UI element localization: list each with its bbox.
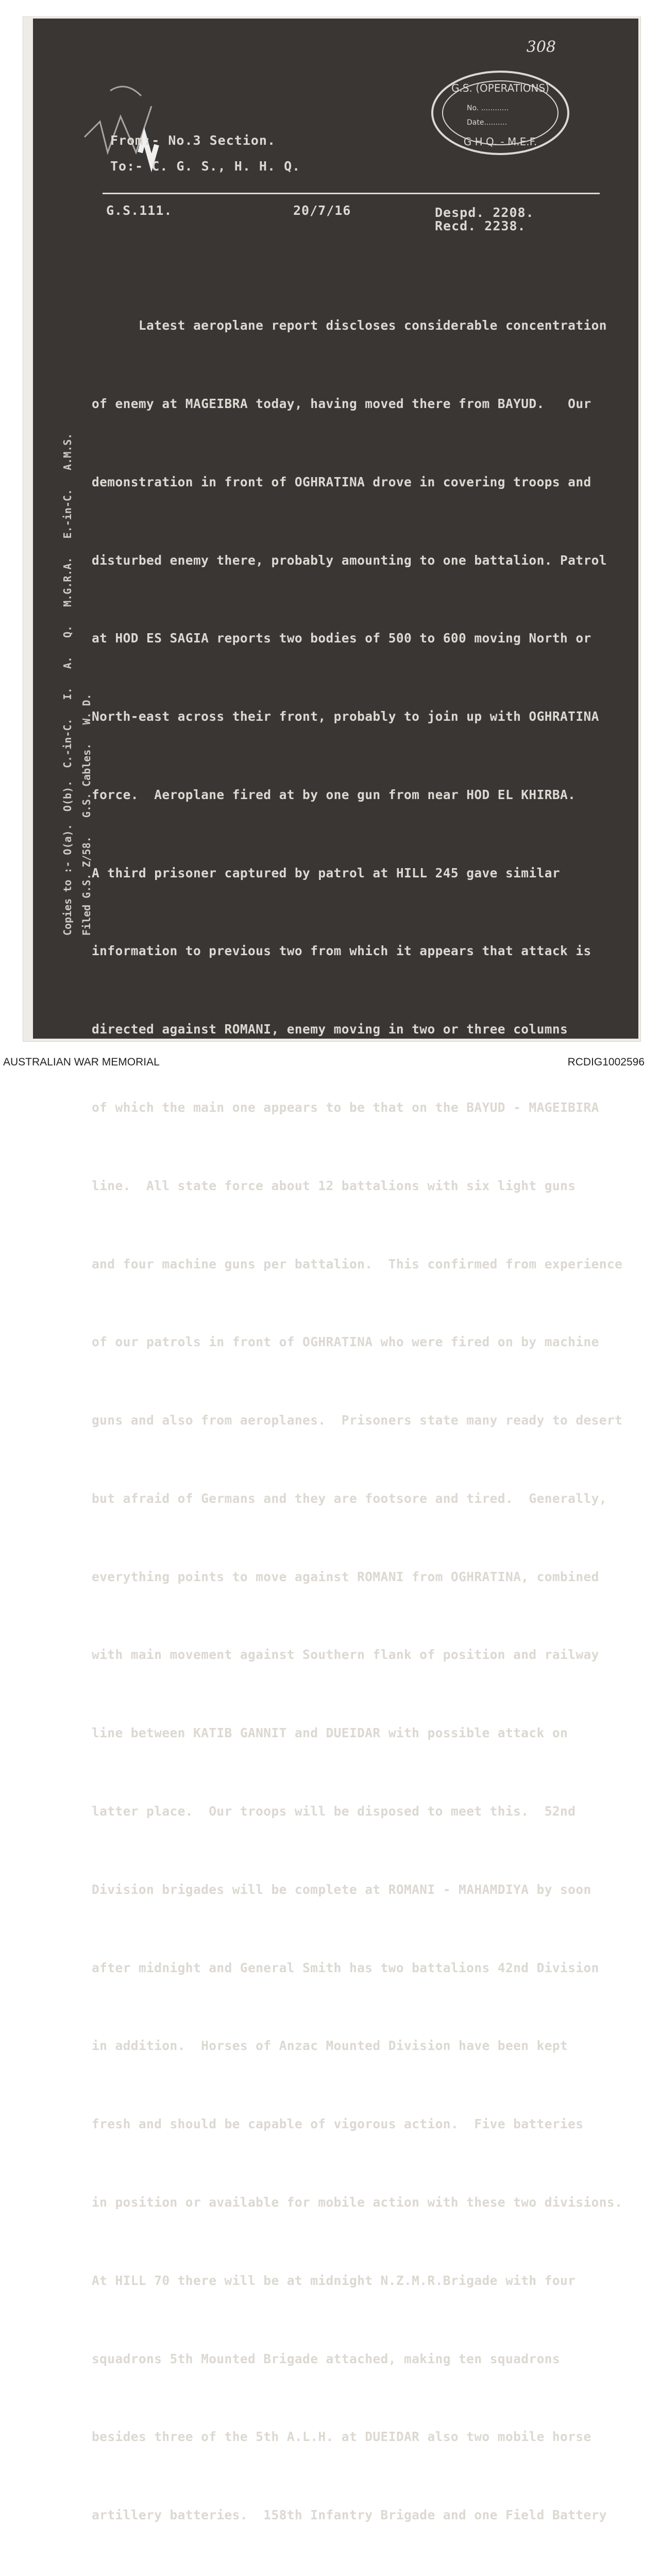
body-line: artillery batteries. 158th Infantry Brigade and one Field Battery — [92, 2507, 607, 2523]
body-line: force. Aeroplane fired at by one gun from near HOD EL KHIRBA. — [92, 787, 576, 802]
message-body — [92, 261, 633, 2576]
body-line: demonstration in front of OGHRATINA drove in covering troops and — [92, 474, 591, 489]
body-line: latter place. Our troops will be disposed to meet this. 52nd — [92, 1804, 576, 1819]
message-date: 20/7/16 — [293, 203, 351, 218]
stamp-no-label: No. ............ — [467, 104, 509, 112]
body-line: Division brigades will be complete at ROMANI - MAHAMDIYA by soon — [92, 1882, 591, 1897]
operations-stamp — [430, 69, 571, 157]
body-line: with main movement against Southern flank of position and railway — [92, 1647, 599, 1663]
received-time: Recd. 2238. — [435, 218, 526, 233]
stamp-top-text: G.S. (OPERATIONS) — [451, 82, 550, 94]
body-line: North-east across their front, probably to join up with OGHRATINA — [92, 709, 599, 724]
body-line: squadrons 5th Mounted Brigade attached, making ten squadrons — [92, 2351, 561, 2366]
body-line: in addition. Horses of Anzac Mounted Division have been kept — [92, 2038, 568, 2054]
to-line: To:- C. G. S., H. H. Q. — [110, 159, 301, 174]
from-line: From:- No.3 Section. — [110, 133, 276, 148]
margin-filed: Filed G.S. Z/58. G.S. Cables. W. D. — [80, 693, 93, 936]
footer-record-id: RCDIG1002596 — [567, 1056, 645, 1068]
folio-number: 308 — [526, 38, 556, 56]
body-line: of which the main one appears to be that on the BAYUD - MAGEIBIRA — [92, 1100, 599, 1115]
body-line: of enemy at MAGEIBRA today, having moved there from BAYUD. Our — [92, 396, 591, 411]
header-rule — [103, 193, 600, 194]
body-line: Latest aeroplane report discloses considerable concentration — [92, 318, 607, 333]
body-line: disturbed enemy there, probably amounting to one battalion. Patrol — [92, 552, 607, 568]
stamp-bottom-text: G H Q. - M.E.F. — [463, 135, 537, 148]
body-line: of our patrols in front of OGHRATINA who were fired on by machine — [92, 1334, 599, 1350]
body-line: guns and also from aeroplanes. Prisoners state many ready to desert — [92, 1413, 623, 1428]
body-line: and four machine guns per battalion. This confirmed from experience — [92, 1256, 623, 1272]
body-line: At HILL 70 there will be at midnight N.Z.M.R.Brigade with four — [92, 2273, 576, 2288]
despatched-time: Despd. 2208. — [435, 205, 534, 220]
stamp-date-label: Date.......... — [467, 118, 507, 127]
body-line: but afraid of Germans and they are footsore and tired. Generally, — [92, 1490, 607, 1506]
message-reference: G.S.111. — [106, 203, 173, 218]
footer-institution: AUSTRALIAN WAR MEMORIAL — [3, 1056, 160, 1068]
body-line: line. All state force about 12 battalions with six light guns — [92, 1178, 576, 1193]
body-line: in position or available for mobile action with these two divisions. — [92, 2194, 623, 2210]
body-line: directed against ROMANI, enemy moving in two or three columns — [92, 1022, 568, 1037]
body-line: line between KATIB GANNIT and DUEIDAR with possible attack on — [92, 1725, 568, 1741]
body-line: everything points to move against ROMANI from OGHRATINA, combined — [92, 1569, 599, 1584]
body-line: fresh and should be capable of vigorous action. Five batteries — [92, 2116, 584, 2132]
margin-copies-to: Copies to :- O(a). O(b). C.-in-C. I. A. Q. M.G.R.A. E.-in-C. A.M.S. — [61, 433, 74, 936]
body-line: A third prisoner captured by patrol at HILL 245 gave similar — [92, 865, 561, 880]
body-line: at HOD ES SAGIA reports two bodies of 500 to 600 moving North or — [92, 631, 591, 646]
body-line: besides three of the 5th A.L.H. at DUEIDAR also two mobile horse — [92, 2429, 591, 2445]
body-line: information to previous two from which it appears that attack is — [92, 943, 591, 959]
body-line: after midnight and General Smith has two battalions 42nd Division — [92, 1960, 599, 1975]
